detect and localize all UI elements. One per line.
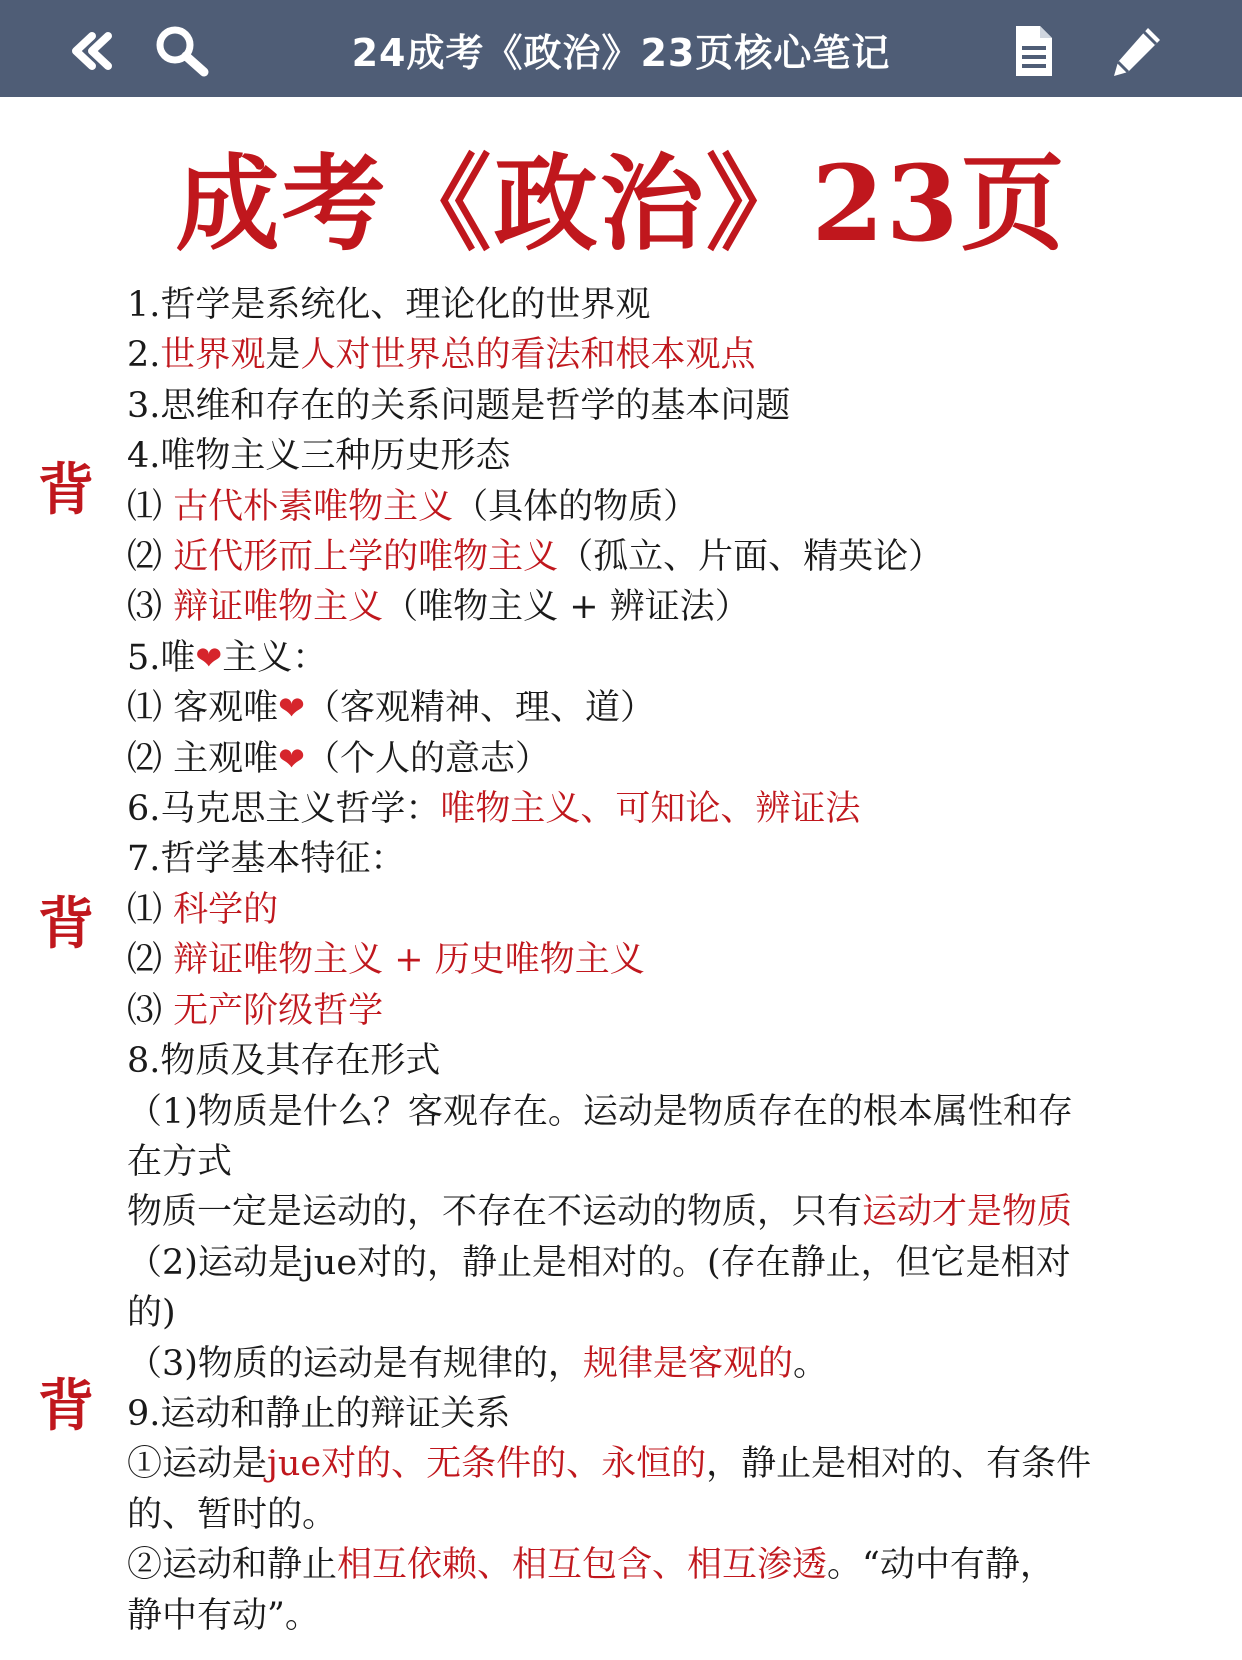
note-text: （个人的意志）: [304, 738, 550, 779]
note-line: [127, 683, 1127, 733]
note-text: 4.唯物主义三种历史形态: [127, 436, 511, 477]
note-text: （孤立、片面、精英论）: [558, 537, 944, 578]
note-highlight: 辩证唯物主义 + 历史唯物主义: [173, 940, 645, 981]
note-highlight: 唯物主义、可知论、辨证法: [440, 789, 861, 830]
memorize-mark: 背: [38, 891, 94, 957]
note-highlight: 世界观: [160, 335, 266, 376]
note-text: ⑶: [127, 587, 174, 628]
note-highlight: 古代朴素唯物主义: [173, 486, 454, 527]
note-text: 。“动中有静，: [827, 1545, 1055, 1586]
note-text: （3)物质的运动是有规律的，: [127, 1343, 583, 1384]
heart-icon: ❤: [195, 638, 223, 677]
note-highlight: 科学的: [173, 889, 279, 930]
note-line: [127, 1137, 1127, 1187]
note-highlight: 相互依赖、相互包含、相互渗透: [337, 1545, 828, 1586]
document-icon[interactable]: [1004, 22, 1062, 80]
memorize-mark: 背: [38, 457, 94, 523]
note-text: ⑵: [127, 940, 174, 981]
note-text: ②运动和静止: [127, 1545, 338, 1586]
note-line: [127, 1439, 1127, 1489]
note-text: 7.哲学基本特征：: [127, 839, 406, 880]
top-toolbar: [0, 0, 1242, 97]
note-text: ⑴: [127, 486, 174, 527]
note-line: [127, 734, 1127, 784]
heart-icon: ❤: [278, 739, 305, 778]
note-line: [127, 280, 1127, 330]
note-line: [127, 1087, 1127, 1137]
note-line: [127, 532, 1127, 582]
note-line: [127, 1540, 1127, 1590]
note-text: 物质一定是运动的，不存在不运动的物质，只有: [127, 1192, 863, 1233]
note-text: （唯物主义 + 辨证法）: [383, 587, 750, 628]
heart-icon: ❤: [278, 689, 305, 728]
note-line: [127, 482, 1127, 532]
note-line: [127, 784, 1127, 834]
note-text: ⑶: [127, 990, 174, 1031]
note-text: （具体的物质）: [453, 486, 699, 527]
note-text: 主义：: [222, 637, 328, 678]
note-line: [127, 885, 1127, 935]
note-line: [127, 1238, 1127, 1288]
note-text: 3.思维和存在的关系问题是哲学的基本问题: [127, 385, 791, 426]
note-line: [127, 935, 1127, 985]
toolbar-title: 24成考《政治》23页核心笔记: [351, 31, 891, 75]
note-highlight: 无产阶级哲学: [173, 990, 384, 1031]
note-text: 2.: [127, 335, 161, 376]
note-line: [127, 1288, 1127, 1338]
note-line: [127, 986, 1127, 1036]
page-heading: 成考《政治》23页: [175, 142, 1067, 265]
note-text: ⑴ 客观唯: [127, 688, 279, 729]
note-line: [127, 1490, 1127, 1540]
note-text: 6.马克思主义哲学：: [127, 789, 441, 830]
note-highlight: 规律是客观的: [582, 1343, 793, 1384]
note-text: 在方式: [127, 1141, 233, 1182]
note-text: ⑴: [127, 889, 174, 930]
note-highlight: 辩证唯物主义: [173, 587, 384, 628]
note-text: ⑵ 主观唯: [127, 738, 279, 779]
note-highlight: jue对的、无条件的、永恒的: [267, 1444, 707, 1485]
note-text: ，静止是相对的、有条件: [706, 1444, 1092, 1485]
note-line: [127, 1591, 1127, 1641]
note-text: 的): [127, 1293, 176, 1334]
note-text: 。: [792, 1343, 828, 1384]
notes-body: [127, 280, 1127, 1641]
note-line: [127, 431, 1127, 481]
note-line: [127, 1036, 1127, 1086]
note-text: 是: [265, 335, 301, 376]
note-text: 8.物质及其存在形式: [127, 1041, 441, 1082]
note-line: [127, 1187, 1127, 1237]
pencil-icon[interactable]: [1108, 22, 1166, 80]
note-highlight: 近代形而上学的唯物主义: [173, 537, 559, 578]
note-text: 1.哲学是系统化、理论化的世界观: [127, 285, 651, 325]
note-line: [127, 330, 1127, 380]
note-text: （客观精神、理、道）: [304, 688, 655, 729]
note-line: [127, 1389, 1127, 1439]
note-text: 的、暂时的。: [127, 1494, 338, 1535]
note-line: [127, 381, 1127, 431]
note-highlight: 运动才是物质: [862, 1192, 1073, 1233]
note-text: ⑵: [127, 537, 174, 578]
note-text: 9.运动和静止的辩证关系: [127, 1393, 511, 1434]
note-highlight: 人对世界总的看法和根本观点: [300, 335, 756, 376]
note-line: [127, 1339, 1127, 1389]
note-text: ①运动是: [127, 1444, 268, 1485]
note-text: 静中有动”。: [127, 1595, 320, 1636]
note-text: （1)物质是什么？客观存在。运动是物质存在的根本属性和存: [127, 1091, 1073, 1132]
note-text: 5.唯: [127, 637, 196, 678]
note-line: [127, 834, 1127, 884]
note-text: （2)运动是jue对的，静止是相对的。(存在静止，但它是相对: [127, 1242, 1071, 1283]
note-line: [127, 633, 1127, 683]
memorize-mark: 背: [38, 1373, 94, 1439]
note-line: [127, 582, 1127, 632]
